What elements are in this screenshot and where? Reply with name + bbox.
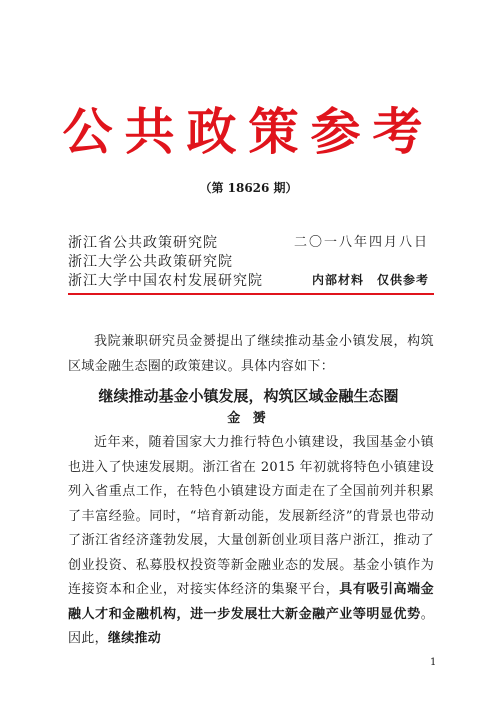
body-emphasis-tail: 继续推动 xyxy=(107,631,162,646)
institution-3: 浙江大学中国农村发展研究院 xyxy=(68,273,263,289)
page-number: 1 xyxy=(430,657,437,668)
body-emphasis: 具有吸引高端金融人才和金融机构，进一步发展壮大新金融产业等明显优势 xyxy=(68,582,434,622)
institution-2: 浙江大学公共政策研究院 xyxy=(68,254,233,270)
intro-paragraph: 我院兼职研究员金赟提出了继续推动基金小镇发展，构筑区域金融生态圈的政策建议。具体内容如下： xyxy=(68,334,434,374)
header-divider xyxy=(68,293,434,295)
institution-1: 浙江省公共政策研究院 xyxy=(68,235,218,251)
body-text: 近年来，随着国家大力推行特色小镇建设，我国基金小镇也进入了快速发展期。浙江省在 2015 年初就将特色小镇建设列入省重点工作，在特色小镇建设方面走在了全国前列并积累了丰富经验。同时，“培育新动能，发展新经济”的背景也带动了浙江省经济蓬勃发展，大量创新创业项目落户浙江，推动了创业投资、私募股权投资等新金融业态的发展。基金小镇作为连接资本和企业，对接实体经济的集聚平台， xyxy=(68,435,434,597)
body-paragraph xyxy=(68,431,434,652)
body-text-after: 。因此， xyxy=(68,606,434,646)
issue-number: （第 18626 期） xyxy=(199,181,298,195)
publication-date: 二〇一八年四月八日 xyxy=(294,235,430,250)
article-author: 金 赟 xyxy=(227,411,270,426)
article-title: 继续推动基金小镇发展，构筑区域金融生态圈 xyxy=(98,387,399,405)
classification-note: 内部材料 仅供参考 xyxy=(312,273,430,287)
masthead-title: 公共政策参考 xyxy=(62,102,435,161)
